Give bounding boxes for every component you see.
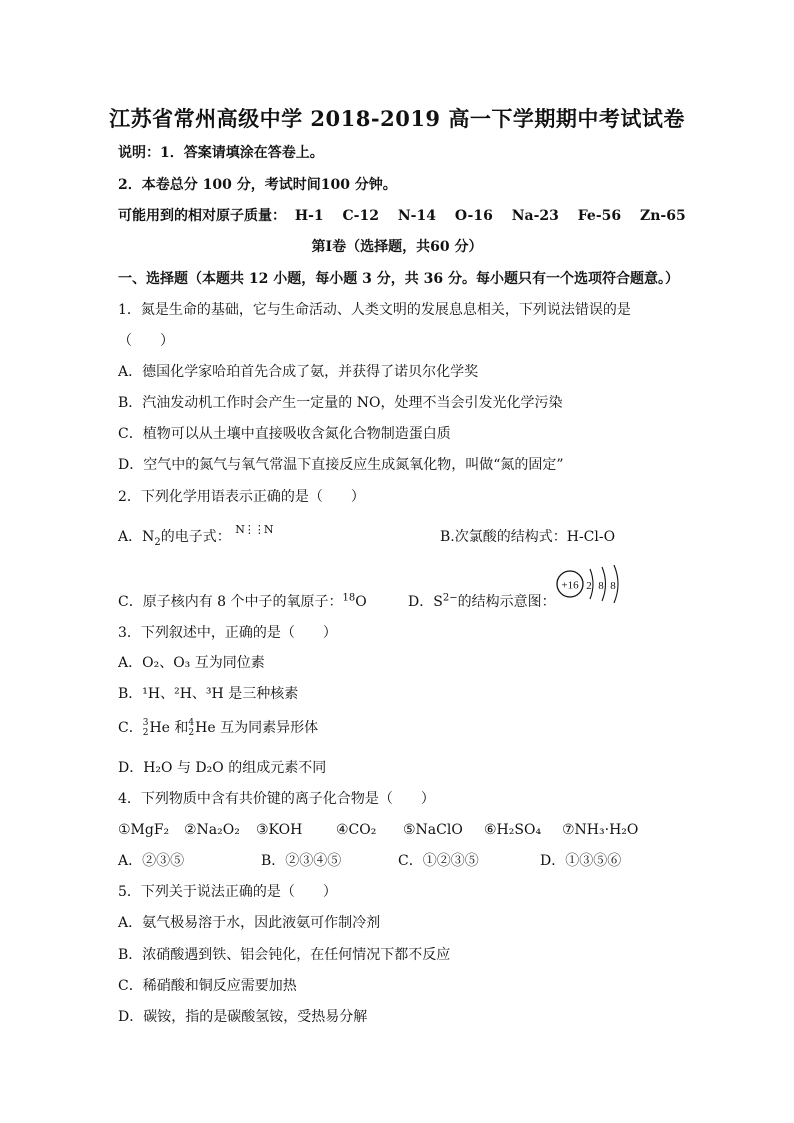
q5-option-b: B．浓硝酸遇到铁、铝会钝化，在任何情况下都不反应 — [118, 947, 451, 963]
atomic-mass-item: O-16 — [454, 208, 493, 224]
q2-option-a: A．$N_2$的电子式： $^{N⋮⋮N}$ — [118, 523, 273, 548]
shell-electron-count: 8 — [610, 580, 616, 592]
q4-substance-item: ④CO₂ — [336, 822, 377, 838]
q1-option-c: C．植物可以从土壤中直接吸收含氮化合物制造蛋白质 — [118, 426, 451, 442]
q4-substance-item: ⑦NH₃·H₂O — [562, 822, 639, 838]
q2-option-d: D．$S^{2-}$的结构示意图： — [408, 592, 556, 610]
q4-substance-item: ③KOH — [256, 822, 303, 838]
part-1-title: 第Ⅰ卷（选择题，共60 分） — [311, 239, 483, 255]
q1-option-b: B．汽油发动机工作时会产生一定量的 NO，处理不当会引发光化学污染 — [118, 395, 563, 411]
q4-substance-item: ①MgF₂ — [118, 822, 170, 838]
q5-stem: 5．下列关于说法正确的是（ ） — [118, 884, 337, 900]
q4-option-d: D．①③⑤⑥ — [540, 853, 622, 869]
q4-substance-item: ⑥H₂SO₄ — [484, 822, 542, 838]
electron-formula-n2: N⋮⋮N — [235, 523, 273, 536]
atomic-mass-item: Fe-56 — [577, 208, 622, 224]
q2-stem: 2．下列化学用语表示正确的是（ ） — [118, 489, 365, 505]
q3-option-b: B．¹H、²H、³H 是三种核素 — [118, 686, 299, 702]
atomic-masses — [118, 206, 700, 226]
q1-option-d: D．空气中的氮气与氧气常温下直接反应生成氮氧化物，叫做“氮的固定” — [118, 457, 564, 473]
atomic-mass-item: Zn-65 — [640, 208, 686, 224]
q1-answer-paren: （ ） — [118, 333, 174, 349]
q3-stem: 3．下列叙述中，正确的是（ ） — [118, 625, 337, 641]
section-1-heading: 一、选择题（本题共 12 小题，每小题 3 分，共 36 分。每小题只有一个选项符合题意。） — [118, 271, 679, 287]
q5-option-a: A．氨气极易溶于水，因此液氨可作制冷剂 — [118, 915, 381, 931]
q3-option-a: A．O₂、O₃ 互为同位素 — [118, 655, 265, 671]
q3-option-c: C． 3 2 He 和 4 2 He 互为同素异形体 — [118, 718, 319, 738]
atomic-mass-item: H-1 — [294, 208, 324, 224]
q2-option-b: B.次氯酸的结构式：H-Cl-O — [440, 529, 616, 545]
atomic-mass-item: C-12 — [342, 208, 379, 224]
atomic-mass-item: N-14 — [397, 208, 436, 224]
q5-option-d: D．碳铵，指的是碳酸氢铵，受热易分解 — [118, 1009, 368, 1025]
exam-title: 江苏省常州高级中学 2018-2019 高一下学期期中考试试卷 — [109, 106, 685, 131]
shell-electron-count: 2 — [586, 580, 592, 592]
q4-substance-item: ⑤NaClO — [403, 822, 463, 838]
isotope-notation: 4 2 — [188, 718, 195, 738]
q5-option-c: C．稀硝酸和铜反应需要加热 — [118, 978, 297, 994]
q4-option-a: A．②③⑤ — [118, 853, 185, 869]
q2-option-c: C．原子核内有 8 个中子的氧原子：$^{18}$O — [118, 592, 367, 610]
atomic-mass-item: Na-23 — [511, 208, 559, 224]
nucleus-charge: +16 — [561, 579, 579, 592]
shell-electron-count: 8 — [598, 580, 604, 592]
note-2: 2．本卷总分 100 分，考试时间100 分钟。 — [118, 177, 397, 193]
q3-option-d: D．H₂O 与 D₂O 的组成元素不同 — [118, 760, 327, 776]
sulfide-ion-structure-diagram — [553, 563, 625, 607]
q1-stem: 1．氮是生命的基础，它与生命活动、人类文明的发展息息相关，下列说法错误的是 — [118, 302, 631, 318]
q4-substance-item: ②Na₂O₂ — [184, 822, 240, 838]
q4-option-c: C．①②③⑤ — [398, 853, 479, 869]
q4-stem: 4．下列物质中含有共价键的离子化合物是（ ） — [118, 791, 435, 807]
q4-option-b: B．②③④⑤ — [261, 853, 342, 869]
isotope-notation: 3 2 — [142, 718, 149, 738]
note-1: 说明：1．答案请填涂在答卷上。 — [118, 145, 324, 161]
atomic-masses-label: 可能用到的相对原子质量： — [118, 208, 286, 224]
q1-option-a: A．德国化学家哈珀首先合成了氨，并获得了诺贝尔化学奖 — [118, 364, 479, 380]
